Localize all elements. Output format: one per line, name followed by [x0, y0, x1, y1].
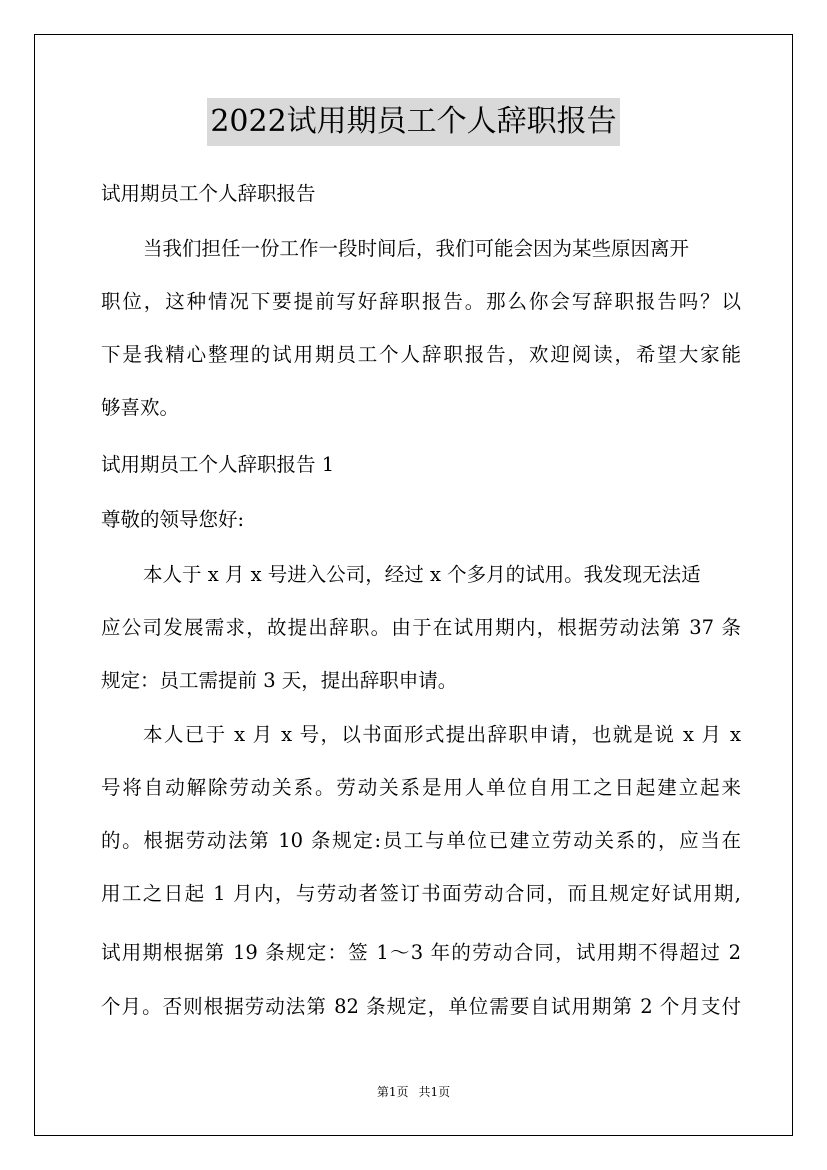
paragraph-line: 号将自动解除劳动关系。劳动关系是用人单位自用工之日起建立起来 [101, 776, 741, 799]
paragraph-line: 职位，这种情况下要提前写好辞职报告。那么你会写辞职报告吗？以 [101, 290, 741, 313]
document-title: 2022试用期员工个人辞职报告 [207, 98, 619, 146]
subtitle: 试用期员工个人辞职报告 [101, 182, 316, 205]
paragraph-line: 应公司发展需求，故提出辞职。由于在试用期内，根据劳动法第 37 条 [101, 616, 741, 639]
paragraph-line: 下是我精心整理的试用期员工个人辞职报告，欢迎阅读，希望大家能 [101, 343, 741, 366]
paragraph-line: 个月。否则根据劳动法第 82 条规定，单位需要自试用期第 2 个月支付 [101, 995, 741, 1018]
paragraph-line: 本人于 x 月 x 号进入公司，经过 x 个多月的试用。我发现无法适 [143, 563, 701, 586]
section-heading: 试用期员工个人辞职报告 1 [101, 453, 335, 476]
paragraph-line: 用工之日起 1 月内，与劳动者签订书面劳动合同，而且规定好试用期, [101, 882, 741, 905]
paragraph-line: 够喜欢。 [101, 396, 180, 419]
paragraph-line: 试用期根据第 19 条规定：签 1～3 年的劳动合同，试用期不得超过 2 [101, 941, 741, 964]
paragraph-line: 规定：员工需提前 3 天，提出辞职申请。 [101, 669, 458, 692]
page-number: 第1页 [376, 1085, 409, 1099]
paragraph-line: 当我们担任一份工作一段时间后，我们可能会因为某些原因离开 [143, 237, 690, 260]
paragraph-line: 的。根据劳动法第 10 条规定:员工与单位已建立劳动关系的，应当在 [101, 829, 741, 852]
title-container [0, 98, 827, 146]
salutation: 尊敬的领导您好: [101, 508, 245, 531]
paragraph-line: 本人已于 x 月 x 号，以书面形式提出辞职申请，也就是说 x 月 x [143, 723, 741, 746]
page-footer [0, 1083, 827, 1100]
page-total: 共1页 [418, 1085, 451, 1099]
